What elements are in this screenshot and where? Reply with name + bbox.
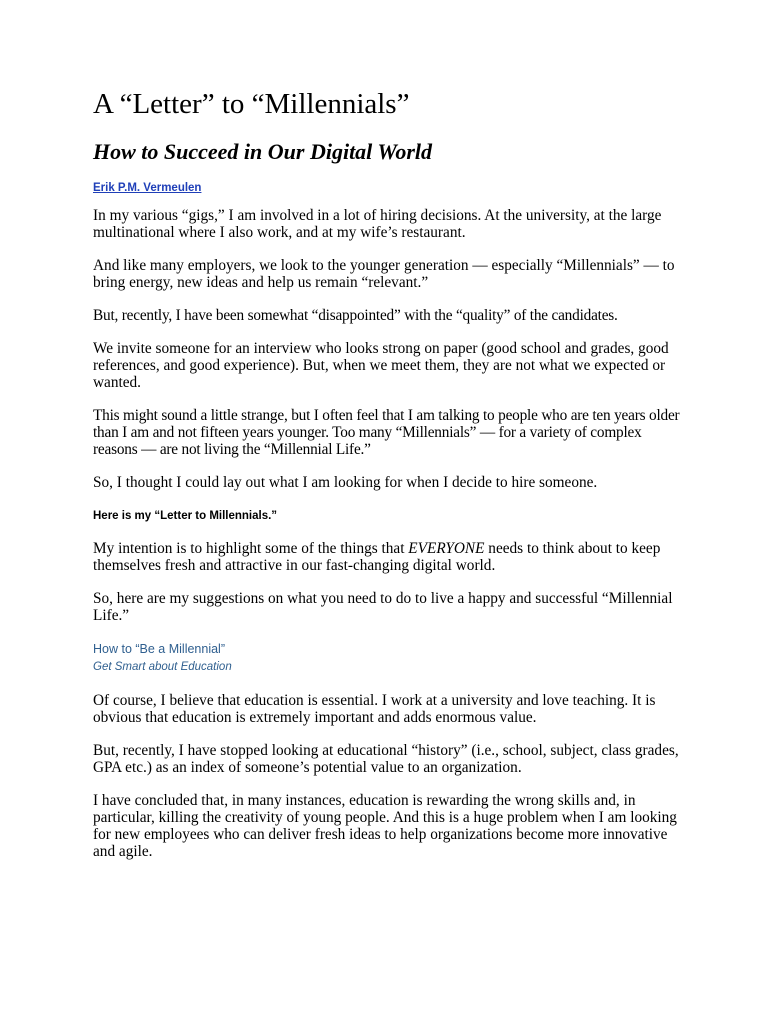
paragraph-education-essential: Of course, I believe that education is essential. I work at a university and love teaching. It is obvious that education is extremely important and adds enormous value. xyxy=(93,692,656,726)
section-heading: How to “Be a Millennial” xyxy=(93,642,225,656)
intention-emphasis: EVERYONE xyxy=(408,540,485,557)
document-title: A “Letter” to “Millennials” xyxy=(93,88,410,120)
intention-text-after: needs to think about to keep themselves fresh and attractive in our fast-changing digital world. xyxy=(93,540,661,574)
subsection-heading: Get Smart about Education xyxy=(93,661,232,673)
intention-text-before: My intention is to highlight some of the things that xyxy=(93,540,409,557)
letter-heading: Here is my “Letter to Millennials.” xyxy=(93,510,278,522)
paragraph-suggestions: So, here are my suggestions on what you need to do to live a happy and successful “Millennial Life.” xyxy=(93,590,673,624)
paragraph-disappointed: But, recently, I have been somewhat “disappointed” with the “quality” of the candidates. xyxy=(93,307,618,324)
paragraph-education-skills: I have concluded that, in many instances, education is rewarding the wrong skills and, in particular, killing the creativity of young people. And this is a huge problem when I am looking for new employees who can deliver fresh ideas to help organizations become more innovative and agile. xyxy=(93,792,677,860)
paragraph-younger-generation: And like many employers, we look to the younger generation — especially “Millennials” — to bring energy, new ideas and help us remain “relevant.” xyxy=(93,257,675,291)
paragraph-lay-out: So, I thought I could lay out what I am looking for when I decide to hire someone. xyxy=(93,474,598,491)
paragraph-interview: We invite someone for an interview who looks strong on paper (good school and grades, good references, and good experience). But, when we meet them, they are not what we expected or wanted. xyxy=(93,340,669,391)
paragraph-education-history: But, recently, I have stopped looking at educational “history” (i.e., school, subject, class grades, GPA etc.) as an index of someone’s potential value to an organization. xyxy=(93,742,679,776)
document-page xyxy=(93,84,683,860)
author-link[interactable]: Erik P.M. Vermeulen xyxy=(93,182,202,194)
document-subtitle: How to Succeed in Our Digital World xyxy=(93,139,433,164)
paragraph-intention xyxy=(93,540,683,574)
paragraph-strange: This might sound a little strange, but I often feel that I am talking to people who are ten years older than I am and not fifteen years younger. Too many “Millennials” — for a variety of complex reasons — are not living the “Millennial Life.” xyxy=(93,407,680,458)
paragraph-hiring: In my various “gigs,” I am involved in a lot of hiring decisions. At the university, at the large multinational where I also work, and at my wife’s restaurant. xyxy=(93,207,662,241)
